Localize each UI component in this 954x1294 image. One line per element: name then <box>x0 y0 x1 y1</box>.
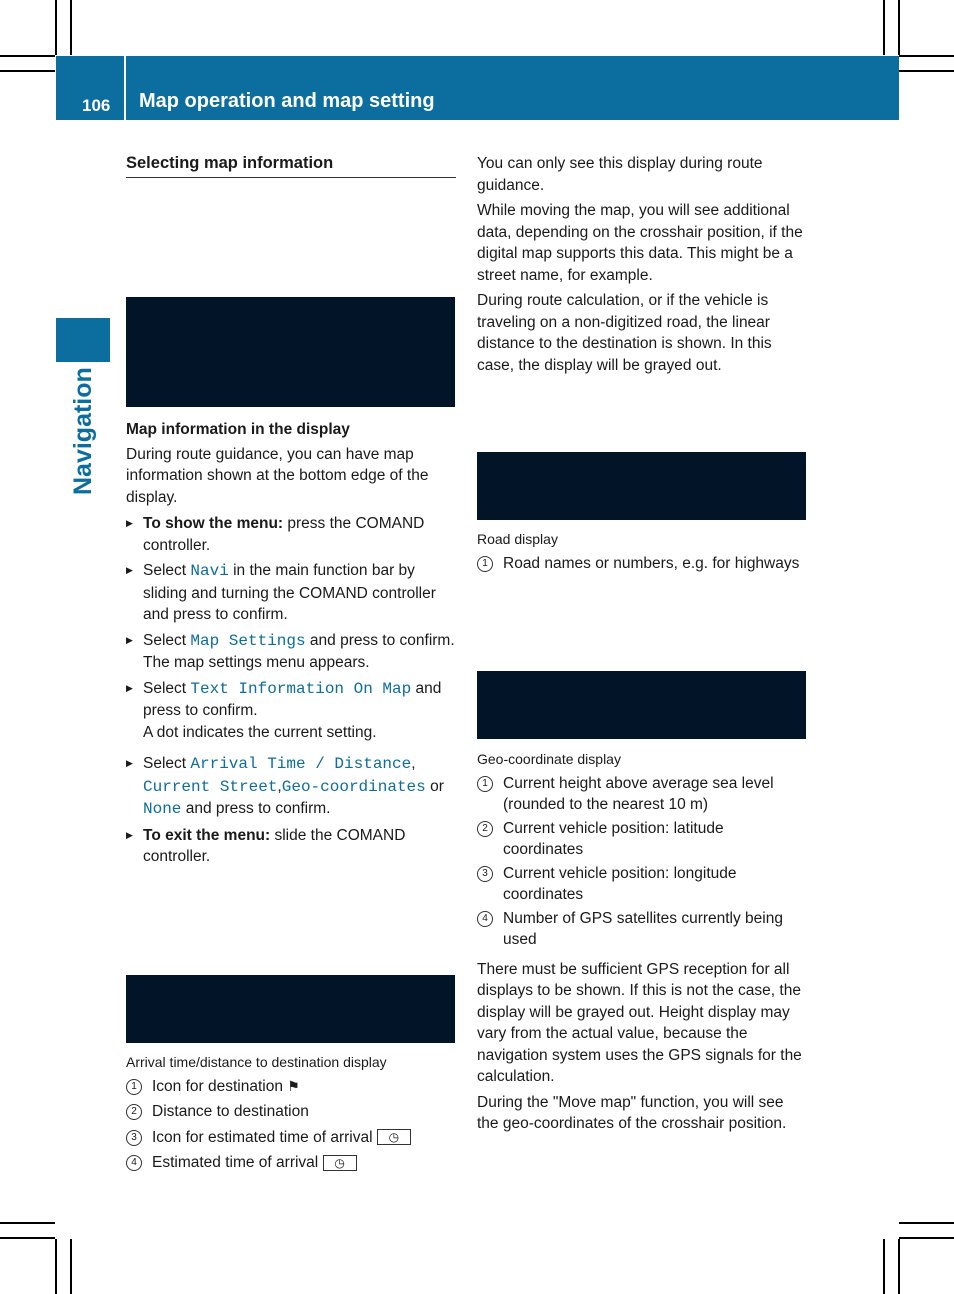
number-marker: 3 <box>126 1130 142 1146</box>
clock-icon: ◷ <box>377 1129 411 1145</box>
list-item: 2 Distance to destination <box>126 1101 456 1123</box>
list-item: 4 Number of GPS satellites currently being used <box>477 908 807 951</box>
code-arrival-time: Arrival Time / Distance <box>190 755 412 773</box>
crop-mark <box>899 55 954 57</box>
screen-image-map-info <box>126 297 455 407</box>
step-bold: To exit the menu: <box>143 826 271 844</box>
list-item: 2 Current vehicle position: latitude coordinates <box>477 818 807 861</box>
crop-mark <box>55 0 57 55</box>
paragraph: During route calculation, or if the vehicle is traveling on a non-digitized road, the linear distance to the destination is shown. In this case, the display will be grayed out. <box>477 292 772 374</box>
screen-image-geo <box>477 671 806 739</box>
arrival-legend <box>126 1052 456 1174</box>
number-marker: 3 <box>477 866 493 882</box>
header-divider <box>124 56 126 120</box>
side-tab-label: Navigation <box>69 367 97 495</box>
number-marker: 2 <box>477 821 493 837</box>
left-text-block <box>126 419 456 868</box>
list-item: 4 Estimated time of arrival ◷ <box>126 1152 456 1174</box>
crop-mark <box>70 1239 72 1294</box>
crop-mark <box>899 1222 954 1224</box>
right-text-top <box>477 153 807 376</box>
crop-mark <box>0 1222 55 1224</box>
step-select-map-settings: ▶ Select Map Settings and press to confirm. The map settings menu appears. <box>126 630 456 674</box>
number-marker: 4 <box>126 1155 142 1171</box>
code-geo-coordinates: Geo-coordinates <box>281 777 426 796</box>
caption-road: Road display <box>477 531 558 547</box>
step-select-navi: ▶ Select Navi in the main function bar by sliding and turning the COMAND controller and press to confirm. <box>126 560 456 626</box>
crop-mark <box>0 55 55 57</box>
code-current-street: Current Street <box>143 777 278 796</box>
step-select-option: ▶ Select Arrival Time / Distance, Current Street,Geo-coordinates or None and press to confirm. <box>126 753 456 821</box>
list-item: 3 Icon for estimated time of arrival ◷ <box>126 1127 456 1149</box>
side-tab <box>56 318 110 362</box>
crop-mark <box>898 0 900 55</box>
paragraph: There must be sufficient GPS reception for all displays to be shown. If this is not the case, the display will be grayed out. Height display may vary from the actual value, because the navigation system uses the GPS signals for the calculation. <box>477 960 802 1085</box>
crop-mark <box>0 70 55 72</box>
number-marker: 4 <box>477 911 493 927</box>
paragraph: You can only see this display during route guidance. <box>477 155 763 194</box>
code-text-info: Text Information On Map <box>190 679 412 698</box>
step-exit-menu: ▶ To exit the menu: slide the COMAND controller. <box>126 825 456 868</box>
crop-mark <box>883 0 885 55</box>
crop-mark <box>0 1237 55 1239</box>
number-marker: 1 <box>126 1079 142 1095</box>
caption-geo: Geo-coordinate display <box>477 751 621 767</box>
screen-image-arrival-time <box>126 975 455 1043</box>
step-show-menu: ▶ To show the menu: press the COMAND controller. <box>126 513 456 556</box>
crop-mark <box>55 1239 57 1294</box>
section-title <box>126 153 456 178</box>
paragraph: While moving the map, you will see additional data, depending on the crosshair position, if the digital map supports this data. This might be a street name, for example. <box>477 202 803 284</box>
crop-mark <box>899 70 954 72</box>
geo-legend <box>477 749 807 1135</box>
list-item: 1 Icon for destination ⚑ <box>126 1076 456 1098</box>
crop-mark <box>883 1239 885 1294</box>
road-legend <box>477 529 807 574</box>
crop-mark <box>70 0 72 55</box>
code-map-settings: Map Settings <box>190 631 306 650</box>
clock-icon: ◷ <box>323 1155 357 1171</box>
page-number: 106 <box>82 96 111 115</box>
crop-mark <box>899 1237 954 1239</box>
code-none: None <box>143 800 182 818</box>
number-marker: 1 <box>477 776 493 792</box>
list-item: 1 Road names or numbers, e.g. for highways <box>477 553 807 575</box>
crop-mark <box>898 1239 900 1294</box>
list-item: 3 Current vehicle position: longitude coordinates <box>477 863 807 906</box>
checkered-flag-icon: ⚑ <box>287 1077 300 1094</box>
paragraph: During the "Move map" function, you will see the geo-coordinates of the crosshair position. <box>477 1093 787 1132</box>
caption-arrival: Arrival time/distance to destination display <box>126 1054 387 1070</box>
code-navi: Navi <box>190 562 229 580</box>
step-bold: To show the menu: <box>143 515 284 532</box>
step-select-text-info: ▶ Select Text Information On Map and press to confirm. A dot indicates the current setting. <box>126 678 456 744</box>
section-title-text: Selecting map information <box>126 153 456 178</box>
subsection-title: Map information in the display <box>126 421 350 438</box>
screen-image-road <box>477 452 806 520</box>
number-marker: 2 <box>126 1104 142 1120</box>
page-title: Map operation and map setting <box>139 90 435 112</box>
intro-paragraph: During route guidance, you can have map information shown at the bottom edge of the display. <box>126 445 429 506</box>
list-item: 1 Current height above average sea level (rounded to the nearest 10 m) <box>477 773 807 816</box>
number-marker: 1 <box>477 556 493 572</box>
